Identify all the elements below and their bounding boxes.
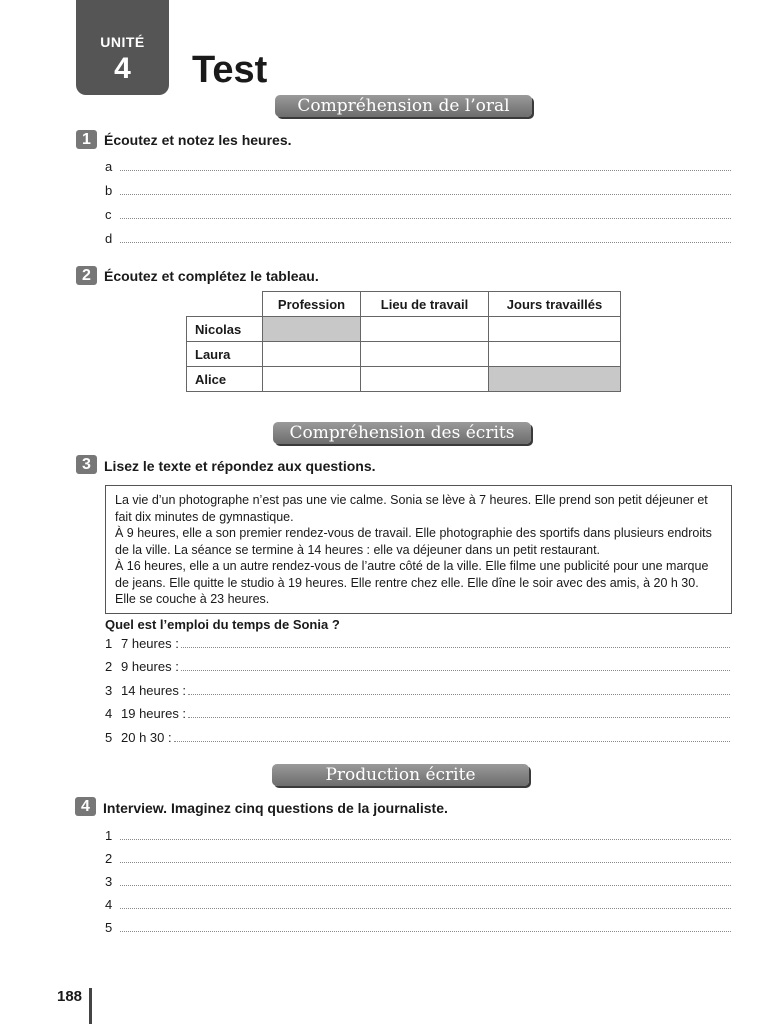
section-banner-oral: Compréhension de l’oral — [275, 95, 532, 117]
answer-dots — [120, 848, 731, 863]
row-label: Nicolas — [187, 317, 263, 342]
answer-dots — [174, 741, 730, 742]
table-cell-shaded — [263, 317, 361, 342]
line-label: a — [105, 159, 113, 174]
answer-line-b[interactable] — [105, 180, 731, 198]
table-row — [187, 317, 621, 342]
answer-label: 9 heures : — [121, 659, 179, 674]
exercise-number-1: 1 — [76, 130, 97, 149]
table-row — [187, 342, 621, 367]
exercise-3-title: Lisez le texte et répondez aux questions. — [104, 458, 376, 474]
schedule-answer-line[interactable] — [105, 680, 730, 698]
question-line-3[interactable] — [105, 871, 731, 889]
question-line-2[interactable] — [105, 848, 731, 866]
answer-line-d[interactable] — [105, 228, 731, 246]
exercise-2-title: Écoutez et complétez le tableau. — [104, 268, 319, 284]
table-cell[interactable] — [489, 317, 621, 342]
answer-label: 19 heures : — [121, 706, 187, 721]
answer-dots — [120, 825, 731, 840]
reading-paragraph: À 16 heures, elle a un autre rendez-vous de l’autre côté de la ville. Elle filme une publicité pour une marque de jeans. Elle quitte le studio à 19 heures. Elle rentre chez elle. Elle dîne le soir avec des amis, à 20 h 30. Elle se couche à 23 heures. — [115, 559, 709, 606]
answer-number: 4 — [105, 706, 113, 721]
answer-dots — [181, 670, 730, 671]
table-cell[interactable] — [489, 342, 621, 367]
page-number-divider — [89, 988, 92, 1024]
line-label: 5 — [105, 920, 113, 935]
exercise-number-3: 3 — [76, 455, 97, 474]
reading-text-box — [105, 485, 732, 614]
answer-dots — [120, 204, 732, 219]
unit-tab — [76, 0, 169, 95]
row-label: Alice — [187, 367, 263, 392]
line-label: b — [105, 183, 113, 198]
answer-dots — [120, 228, 731, 243]
answer-dots — [188, 717, 730, 718]
page-title: Test — [192, 49, 268, 91]
question-heading: Quel est l’emploi du temps de Sonia ? — [105, 617, 340, 632]
answer-line-a[interactable] — [105, 156, 731, 174]
answer-label: 7 heures : — [121, 636, 179, 651]
line-label: 2 — [105, 851, 113, 866]
answer-dots — [120, 156, 731, 171]
schedule-answer-line[interactable] — [105, 727, 730, 745]
answer-number: 2 — [105, 659, 113, 674]
exercise-4-title: Interview. Imaginez cinq questions de la journaliste. — [103, 800, 448, 816]
answer-dots — [120, 894, 731, 909]
table-corner — [187, 292, 263, 317]
table-cell[interactable] — [361, 367, 489, 392]
table-cell-shaded — [489, 367, 621, 392]
answer-number: 5 — [105, 730, 113, 745]
column-header: Lieu de travail — [361, 292, 489, 317]
answer-dots — [188, 694, 730, 695]
unit-label: UNITÉ — [100, 34, 145, 50]
table-row — [187, 367, 621, 392]
line-label: c — [105, 207, 112, 222]
reading-paragraph: La vie d’un photographe n’est pas une vie calme. Sonia se lève à 7 heures. Elle prend son petit déjeuner et fait dix minutes de gymnastique. — [115, 493, 708, 524]
unit-number: 4 — [114, 52, 131, 85]
section-banner-ecrits: Compréhension des écrits — [273, 422, 531, 444]
reading-paragraph: À 9 heures, elle a son premier rendez-vous de travail. Elle photographie des sportifs dans plusieurs endroits de la ville. La séance se termine à 14 heures : elle va déjeuner dans un petit restaurant. — [115, 526, 712, 557]
exercise-number-4: 4 — [75, 797, 96, 816]
question-line-5[interactable] — [105, 917, 731, 935]
table-cell[interactable] — [361, 317, 489, 342]
column-header: Profession — [263, 292, 361, 317]
line-label: d — [105, 231, 113, 246]
answer-number: 3 — [105, 683, 113, 698]
answer-label: 20 h 30 : — [121, 730, 172, 745]
table-cell[interactable] — [263, 367, 361, 392]
answer-dots — [120, 180, 731, 195]
column-header: Jours travaillés — [489, 292, 621, 317]
answer-label: 14 heures : — [121, 683, 187, 698]
exercise-1-title: Écoutez et notez les heures. — [104, 132, 292, 148]
completion-table — [186, 291, 621, 392]
answer-dots — [120, 871, 731, 886]
answer-line-c[interactable] — [105, 204, 731, 222]
exercise-number-2: 2 — [76, 266, 97, 285]
schedule-answer-line[interactable] — [105, 656, 730, 674]
row-label: Laura — [187, 342, 263, 367]
table-cell[interactable] — [361, 342, 489, 367]
question-line-1[interactable] — [105, 825, 731, 843]
line-label: 3 — [105, 874, 113, 889]
schedule-answer-line[interactable] — [105, 633, 730, 651]
answer-dots — [120, 917, 731, 932]
question-line-4[interactable] — [105, 894, 731, 912]
answer-dots — [181, 647, 730, 648]
page-number: 188 — [57, 988, 83, 1005]
answer-number: 1 — [105, 636, 113, 651]
line-label: 1 — [105, 828, 113, 843]
section-banner-production: Production écrite — [272, 764, 529, 786]
line-label: 4 — [105, 897, 113, 912]
table-header-row — [187, 292, 621, 317]
table-cell[interactable] — [263, 342, 361, 367]
schedule-answer-line[interactable] — [105, 703, 730, 721]
